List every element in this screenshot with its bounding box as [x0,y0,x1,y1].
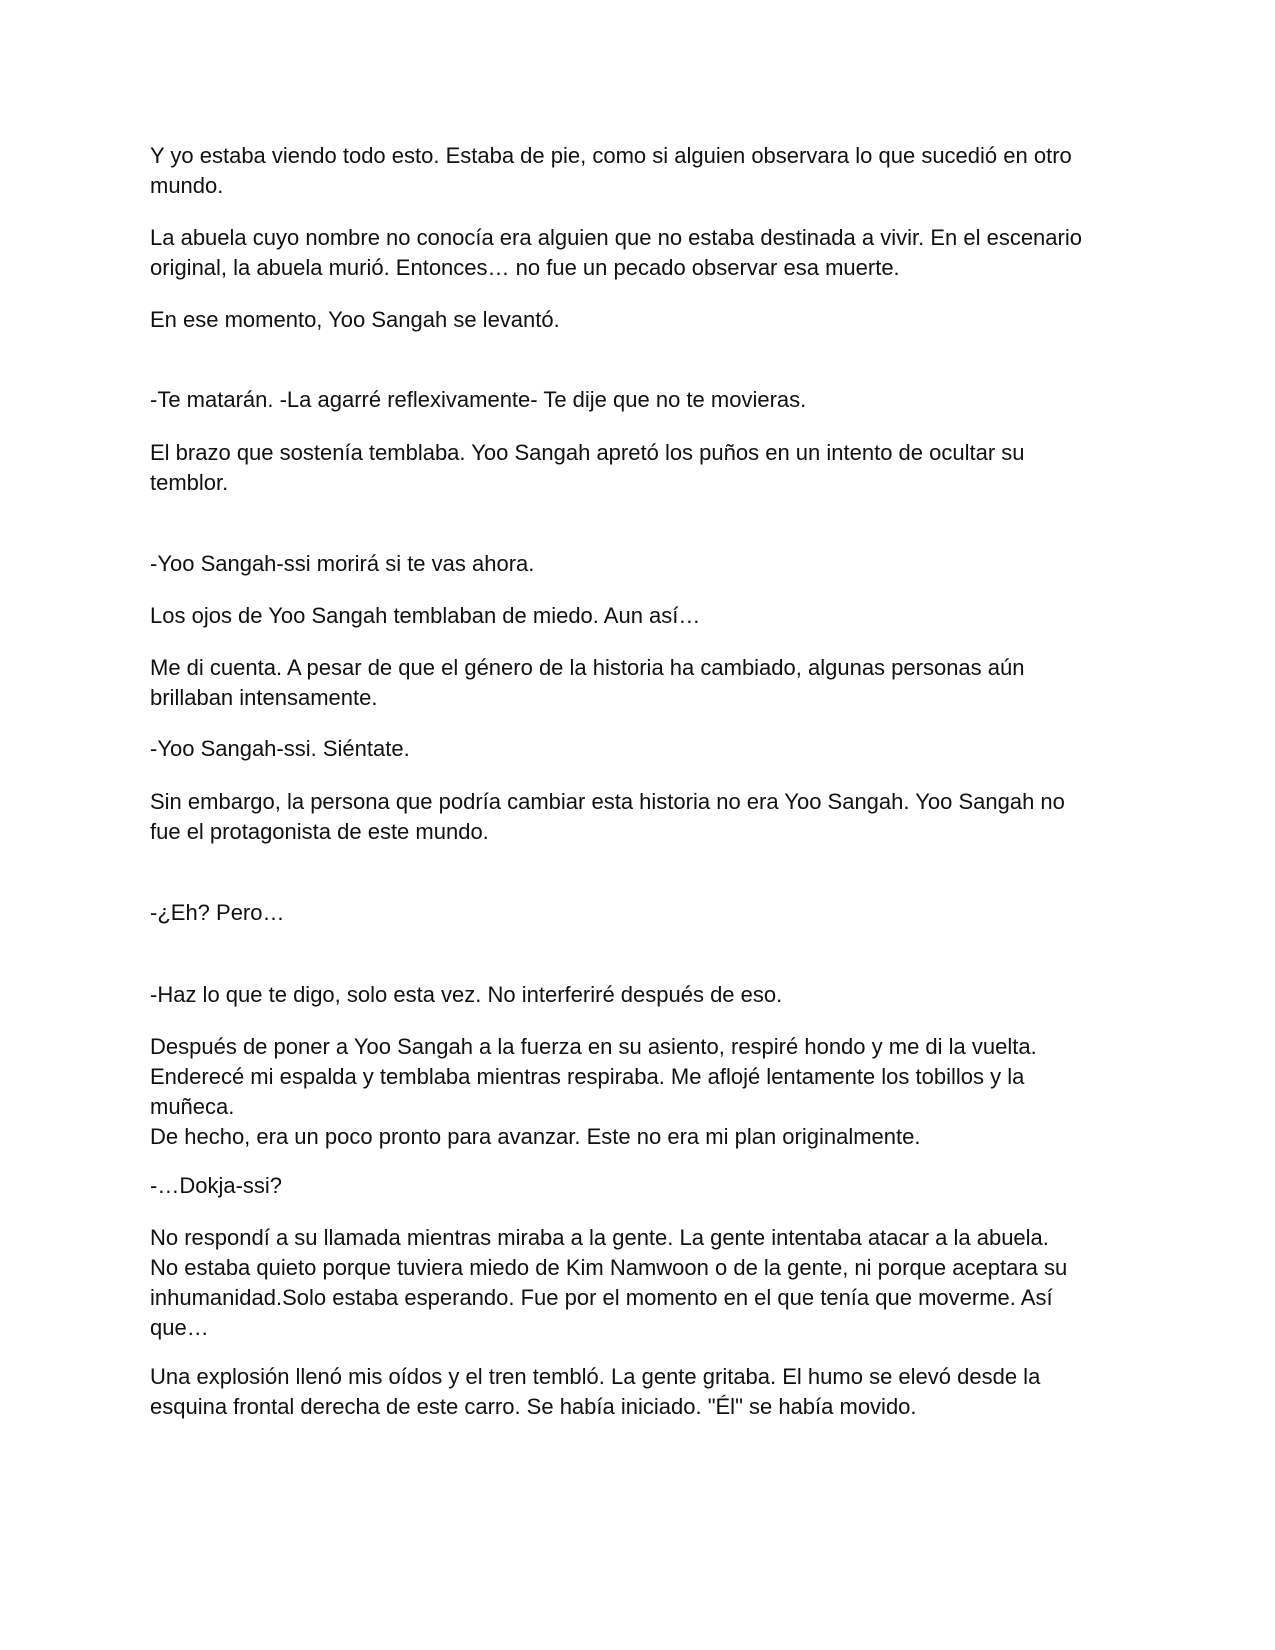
paragraph: Una explosión llenó mis oídos y el tren tembló. La gente gritaba. El humo se elevó desde la esquina frontal derecha de este carro. Se había iniciado. "Él" se había movido. [150,1364,1041,1419]
dialogue-line: -Yoo Sangah-ssi morirá si te vas ahora. [150,551,535,576]
paragraph: La abuela cuyo nombre no conocía era alguien que no estaba destinada a vivir. En el escenario original, la abuela murió. Entonces… no fue un pecado observar esa muerte. [150,225,1082,280]
dialogue-line: -Haz lo que te digo, solo esta vez. No interferiré después de eso. [150,982,783,1007]
paragraph: Después de poner a Yoo Sangah a la fuerza en su asiento, respiré hondo y me di la vuelta. Enderecé mi espalda y temblaba mientras respiraba. Me aflojé lentamente los tobillos y la muñeca. De hecho, era un poco pronto para avanzar. Este no era mi plan originalmente. [150,1034,1037,1149]
paragraph: Me di cuenta. A pesar de que el género de la historia ha cambiado, algunas personas aún brillaban intensamente. [150,655,1025,710]
paragraph: Sin embargo, la persona que podría cambiar esta historia no era Yoo Sangah. Yoo Sangah no fue el protagonista de este mundo. [150,789,1065,844]
paragraph: No respondí a su llamada mientras miraba a la gente. La gente intentaba atacar a la abuela. No estaba quieto porque tuviera miedo de Kim Namwoon o de la gente, ni porque aceptara su inhumanidad.Solo estaba esperando. Fue por el momento en el que tenía que moverme. Así que… [150,1225,1068,1340]
paragraph: El brazo que sostenía temblaba. Yoo Sangah apretó los puños en un intento de ocultar su temblor. [150,440,1025,495]
paragraph: Y yo estaba viendo todo esto. Estaba de pie, como si alguien observara lo que sucedió en otro mundo. [150,143,1072,198]
paragraph: Los ojos de Yoo Sangah temblaban de miedo. Aun así… [150,603,701,628]
paragraph: En ese momento, Yoo Sangah se levantó. [150,307,560,332]
dialogue-line: -…Dokja-ssi? [150,1173,283,1198]
dialogue-line: -Yoo Sangah-ssi. Siéntate. [150,736,410,761]
dialogue-line: -Te matarán. -La agarré reflexivamente- Te dije que no te movieras. [150,387,807,412]
dialogue-line: -¿Eh? Pero… [150,900,285,925]
